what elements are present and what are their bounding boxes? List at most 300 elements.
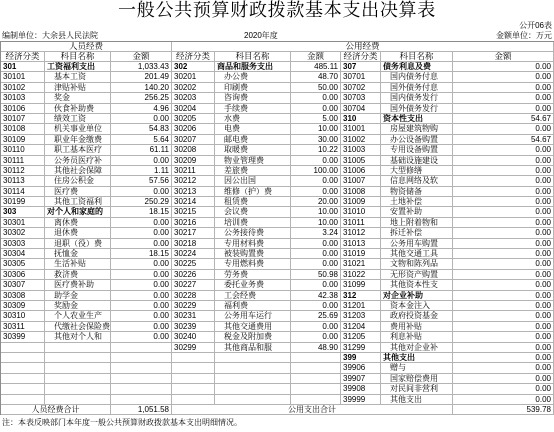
personnel-name-cell [45,384,111,394]
goods-services-code-cell: 30211 [172,166,215,176]
goods-services-name-cell: 工会经费 [215,291,291,301]
goods-services-amount-cell: 30.00 [291,135,341,145]
goods-services-code-cell: 30229 [172,301,215,311]
goods-services-amount-cell: 485.11 [291,62,341,72]
capital-other-amount-cell: 0.00 [453,218,554,228]
personnel-name-cell: 退休费 [45,228,111,238]
personnel-code-cell: 30199 [1,197,45,207]
capital-other-code-cell: 31002 [341,135,381,145]
personnel-name-cell: 其他对个人和 [45,332,111,342]
personnel-amount-cell: 4.96 [111,104,172,114]
capital-other-name-cell: 国内债务付息 [381,72,453,82]
goods-services-code-cell [172,395,215,405]
personnel-name-cell: 医疗费补助 [45,280,111,290]
personnel-name-cell: 工资福利支出 [45,62,111,72]
personnel-amount-cell: 0.00 [111,280,172,290]
personnel-code-cell: 30106 [1,104,45,114]
goods-services-name-cell: 电费 [215,124,291,134]
capital-other-code-cell: 31009 [341,197,381,207]
goods-services-name-cell: 委托业务费 [215,280,291,290]
personnel-amount-cell: 0.00 [111,259,172,269]
column-header-amount: 金额 [111,52,172,62]
goods-services-name-cell: 取暖费 [215,145,291,155]
goods-services-amount-cell [291,353,341,363]
personnel-amount-cell: 0.00 [111,239,172,249]
goods-services-name-cell: 公务接待费 [215,228,291,238]
goods-services-amount-cell: 0.00 [291,239,341,249]
personnel-name-cell: 代缴社会保险费 [45,322,111,332]
personnel-amount-cell: 0.00 [111,311,172,321]
goods-services-name-cell [215,374,291,384]
goods-services-code-cell: 30226 [172,270,215,280]
capital-other-name-cell: 其他资本性支 [381,280,453,290]
goods-services-name-cell: 公务用车运行 [215,311,291,321]
personnel-amount-cell: 0.00 [111,322,172,332]
personnel-expense-header: 人员经费 [1,42,172,52]
goods-services-amount-cell: 0.00 [291,156,341,166]
capital-other-code-cell: 310 [341,114,381,124]
capital-other-amount-cell: 0.00 [453,104,554,114]
personnel-amount-cell: 0.00 [111,332,172,342]
capital-other-code-cell: 30703 [341,93,381,103]
personnel-code-cell: 30107 [1,114,45,124]
personnel-name-cell [45,343,111,353]
goods-services-code-cell [172,353,215,363]
goods-services-amount-cell: 10.00 [291,218,341,228]
goods-services-name-cell: 其他交通费用 [215,322,291,332]
capital-other-amount-cell: 0.00 [453,311,554,321]
goods-services-amount-cell: 10.22 [291,145,341,155]
goods-services-amount-cell: 0.00 [291,332,341,342]
goods-services-name-cell [215,395,291,405]
personnel-code-cell: 30110 [1,145,45,155]
personnel-code-cell: 30101 [1,72,45,82]
goods-services-name-cell: 税金及附加费 [215,332,291,342]
personnel-name-cell: 奖金 [45,93,111,103]
personnel-code-cell [1,374,45,384]
goods-services-amount-cell: 0.00 [291,322,341,332]
column-header-amount: 金额 [453,52,554,62]
personnel-amount-cell: 0.00 [111,291,172,301]
personnel-amount-cell [111,384,172,394]
capital-other-amount-cell: 0.00 [453,395,554,405]
capital-other-amount-cell: 0.00 [453,228,554,238]
personnel-name-cell: 职工基本医疗 [45,145,111,155]
goods-services-amount-cell: 3.24 [291,228,341,238]
capital-other-name-cell: 对民间非营利 [381,384,453,394]
goods-services-code-cell: 30206 [172,124,215,134]
personnel-code-cell [1,384,45,394]
capital-other-name-cell: 利息补贴 [381,332,453,342]
goods-services-code-cell: 30228 [172,291,215,301]
personnel-amount-cell: 0.00 [111,114,172,124]
capital-other-code-cell: 39908 [341,384,381,394]
capital-other-code-cell: 31012 [341,228,381,238]
goods-services-code-cell [172,384,215,394]
goods-services-amount-cell: 0.00 [291,104,341,114]
column-header-code: 经济分类 [172,52,215,62]
capital-other-name-cell: 文物和陈列品 [381,259,453,269]
capital-other-name-cell: 办公设备购置 [381,135,453,145]
personnel-amount-cell: 18.15 [111,207,172,217]
personnel-code-cell: 30304 [1,249,45,259]
capital-other-name-cell: 资本性支出 [381,114,453,124]
capital-other-code-cell: 399 [341,353,381,363]
personnel-amount-cell: 18.15 [111,249,172,259]
personnel-name-cell [45,395,111,405]
personnel-name-cell: 个人农业生产 [45,311,111,321]
personnel-name-cell: 住房公积金 [45,176,111,186]
capital-other-amount-cell: 0.00 [453,249,554,259]
capital-other-amount-cell: 0.00 [453,83,554,93]
personnel-code-cell: 30112 [1,166,45,176]
goods-services-amount-cell: 0.00 [291,176,341,186]
personnel-code-cell: 30306 [1,270,45,280]
personnel-amount-cell: 140.20 [111,83,172,93]
goods-services-name-cell: 办公费 [215,72,291,82]
goods-services-amount-cell: 25.69 [291,311,341,321]
capital-other-code-cell: 31011 [341,218,381,228]
capital-other-code-cell: 31022 [341,270,381,280]
personnel-code-cell: 30307 [1,280,45,290]
capital-other-amount-cell: 0.00 [453,374,554,384]
personnel-name-cell [45,363,111,373]
goods-services-code-cell: 30216 [172,218,215,228]
personnel-name-cell: 职业年金缴费 [45,135,111,145]
capital-other-code-cell: 31019 [341,249,381,259]
capital-other-name-cell: 物资储备 [381,187,453,197]
capital-other-code-cell: 31021 [341,259,381,269]
goods-services-name-cell: 劳务费 [215,270,291,280]
column-header-name: 科目名称 [215,52,291,62]
personnel-code-cell: 30111 [1,156,45,166]
capital-other-amount-cell: 0.00 [453,187,554,197]
goods-services-amount-cell: 0.00 [291,249,341,259]
goods-services-amount-cell: 0.00 [291,187,341,197]
goods-services-name-cell: 被装购置费 [215,249,291,259]
public-total-amount: 539.78 [453,405,554,415]
personnel-name-cell: 其他社会保障 [45,166,111,176]
goods-services-amount-cell: 10.00 [291,207,341,217]
capital-other-amount-cell: 0.00 [453,270,554,280]
goods-services-name-cell: 福利费 [215,301,291,311]
public-total-label: 公用支出合计 [172,405,453,415]
capital-other-amount-cell: 0.00 [453,124,554,134]
personnel-amount-cell: 54.83 [111,124,172,134]
personnel-amount-cell: 5.64 [111,135,172,145]
goods-services-name-cell: 商品和服务支出 [215,62,291,72]
personnel-code-cell: 30102 [1,83,45,93]
goods-services-amount-cell: 48.90 [291,343,341,353]
personnel-name-cell: 奖励金 [45,301,111,311]
capital-other-amount-cell: 0.00 [453,343,554,353]
capital-other-name-cell: 安置补助 [381,207,453,217]
fiscal-year: 2020年度 [244,31,278,40]
capital-other-amount-cell: 0.00 [453,280,554,290]
goods-services-amount-cell: 0.00 [291,93,341,103]
capital-other-amount-cell: 54.67 [453,135,554,145]
goods-services-name-cell: 租赁费 [215,197,291,207]
goods-services-code-cell: 30231 [172,311,215,321]
capital-other-name-cell: 国内债务发行 [381,93,453,103]
personnel-code-cell [1,343,45,353]
capital-other-amount-cell: 0.00 [453,259,554,269]
personnel-code-cell: 30309 [1,301,45,311]
goods-services-code-cell: 30217 [172,228,215,238]
personnel-name-cell: 基本工资 [45,72,111,82]
capital-other-code-cell: 31010 [341,207,381,217]
goods-services-name-cell [215,363,291,373]
goods-services-code-cell: 30215 [172,207,215,217]
goods-services-name-cell: 差旅费 [215,166,291,176]
capital-other-amount-cell: 54.67 [453,114,554,124]
report-title: 一般公共预算财政拨款基本支出决算表 [118,0,436,21]
capital-other-name-cell: 无形资产购置 [381,270,453,280]
personnel-total-amount: 1,051.58 [111,405,172,415]
capital-other-code-cell: 31299 [341,343,381,353]
capital-other-name-cell: 国家赔偿费用 [381,374,453,384]
personnel-code-cell [1,353,45,363]
goods-services-amount-cell: 0.00 [291,259,341,269]
goods-services-amount-cell: 100.00 [291,166,341,176]
personnel-name-cell [45,353,111,363]
capital-other-amount-cell: 0.00 [453,93,554,103]
personnel-amount-cell: 61.11 [111,145,172,155]
capital-other-code-cell: 39906 [341,363,381,373]
goods-services-name-cell: 专用燃料费 [215,259,291,269]
personnel-code-cell [1,363,45,373]
goods-services-name-cell: 印刷费 [215,83,291,93]
capital-other-name-cell: 国外债务付息 [381,83,453,93]
goods-services-code-cell [172,374,215,384]
capital-other-code-cell: 31205 [341,332,381,342]
personnel-code-cell: 303 [1,207,45,217]
personnel-amount-cell: 1,033.43 [111,62,172,72]
goods-services-code-cell: 30207 [172,135,215,145]
amount-unit: 金额单位：万元 [496,31,552,40]
personnel-amount-cell [111,363,172,373]
capital-other-amount-cell: 0.00 [453,156,554,166]
capital-other-code-cell: 30704 [341,104,381,114]
report-info-bar [0,30,554,41]
capital-other-name-cell: 赠与 [381,363,453,373]
personnel-code-cell: 30303 [1,239,45,249]
goods-services-code-cell: 30214 [172,197,215,207]
goods-services-amount-cell [291,384,341,394]
capital-other-name-cell: 拆迁补偿 [381,228,453,238]
capital-other-name-cell: 地上附着物和 [381,218,453,228]
personnel-amount-cell: 1.11 [111,166,172,176]
capital-other-code-cell: 31204 [341,322,381,332]
capital-other-code-cell: 31003 [341,145,381,155]
capital-other-name-cell: 债务利息及费 [381,62,453,72]
personnel-amount-cell: 256.25 [111,93,172,103]
capital-other-name-cell: 其他交通工具 [381,249,453,259]
personnel-code-cell: 30109 [1,135,45,145]
capital-other-amount-cell: 0.00 [453,332,554,342]
capital-other-code-cell: 31008 [341,187,381,197]
goods-services-amount-cell: 50.00 [291,83,341,93]
personnel-amount-cell: 250.29 [111,197,172,207]
goods-services-code-cell: 30202 [172,83,215,93]
personnel-code-cell: 30311 [1,322,45,332]
personnel-amount-cell: 0.00 [111,301,172,311]
capital-other-amount-cell: 0.00 [453,207,554,217]
personnel-name-cell: 公务员医疗补 [45,156,111,166]
capital-other-amount-cell: 0.00 [453,363,554,373]
personnel-amount-cell: 0.00 [111,218,172,228]
personnel-code-cell [1,395,45,405]
capital-other-code-cell: 307 [341,62,381,72]
capital-other-amount-cell: 0.00 [453,72,554,82]
capital-other-amount-cell: 0.00 [453,62,554,72]
goods-services-amount-cell [291,395,341,405]
capital-other-code-cell: 31007 [341,176,381,186]
capital-other-amount-cell: 0.00 [453,301,554,311]
personnel-code-cell: 30305 [1,259,45,269]
personnel-name-cell [45,374,111,384]
column-header-code: 经济分类 [1,52,45,62]
personnel-amount-cell: 201.49 [111,72,172,82]
capital-other-code-cell: 31013 [341,239,381,249]
personnel-name-cell: 抚恤金 [45,249,111,259]
personnel-code-cell: 30114 [1,187,45,197]
column-header-name: 科目名称 [45,52,111,62]
goods-services-code-cell: 30224 [172,249,215,259]
goods-services-code-cell: 30218 [172,239,215,249]
personnel-amount-cell: 57.56 [111,176,172,186]
capital-other-amount-cell: 0.00 [453,291,554,301]
goods-services-amount-cell: 42.38 [291,291,341,301]
goods-services-name-cell: 邮电费 [215,135,291,145]
footnote: 注：本表反映部门本年度一般公共预算财政拨款基本支出明细情况。 [2,418,242,427]
capital-other-code-cell: 31203 [341,311,381,321]
goods-services-code-cell: 302 [172,62,215,72]
capital-other-amount-cell: 0.00 [453,353,554,363]
goods-services-name-cell: 因公出国 [215,176,291,186]
personnel-code-cell: 301 [1,62,45,72]
goods-services-code-cell: 30205 [172,114,215,124]
goods-services-amount-cell: 10.00 [291,124,341,134]
goods-services-name-cell: 专用材料费 [215,239,291,249]
goods-services-amount-cell: 48.70 [291,72,341,82]
column-header-code: 经济分类 [341,52,381,62]
goods-services-name-cell: 水费 [215,114,291,124]
capital-other-amount-cell: 0.00 [453,176,554,186]
goods-services-amount-cell [291,363,341,373]
goods-services-name-cell: 物业管理费 [215,156,291,166]
column-header-amount: 金额 [291,52,341,62]
personnel-name-cell: 其他工资福利 [45,197,111,207]
personnel-code-cell: 30310 [1,311,45,321]
personnel-code-cell: 30103 [1,93,45,103]
goods-services-amount-cell: 50.98 [291,270,341,280]
goods-services-amount-cell: 5.00 [291,114,341,124]
capital-other-amount-cell: 0.00 [453,384,554,394]
capital-other-code-cell: 39999 [341,395,381,405]
goods-services-name-cell: 会议费 [215,207,291,217]
capital-other-code-cell: 31001 [341,124,381,134]
goods-services-name-cell: 咨询费 [215,93,291,103]
capital-other-name-cell: 国外债务发行 [381,104,453,114]
capital-other-name-cell: 信息网络及软 [381,176,453,186]
goods-services-name-cell: 培训费 [215,218,291,228]
personnel-name-cell: 助学金 [45,291,111,301]
personnel-code-cell: 30399 [1,332,45,342]
personnel-amount-cell: 0.00 [111,228,172,238]
form-number: 公开06表 [519,21,552,30]
goods-services-code-cell: 30208 [172,145,215,155]
goods-services-code-cell: 30240 [172,332,215,342]
goods-services-code-cell: 30239 [172,322,215,332]
goods-services-amount-cell: 0.00 [291,280,341,290]
capital-other-code-cell: 30702 [341,83,381,93]
capital-other-name-cell: 公务用车购置 [381,239,453,249]
capital-other-code-cell: 39907 [341,374,381,384]
personnel-amount-cell: 0.00 [111,187,172,197]
capital-other-amount-cell: 0.00 [453,322,554,332]
capital-other-name-cell: 基础设施建设 [381,156,453,166]
capital-other-code-cell: 31201 [341,301,381,311]
expenditure-table [0,41,554,415]
goods-services-code-cell [172,363,215,373]
capital-other-amount-cell: 0.00 [453,197,554,207]
goods-services-name-cell [215,353,291,363]
column-header-name: 科目名称 [381,52,453,62]
capital-other-code-cell: 30701 [341,72,381,82]
capital-other-amount-cell: 0.00 [453,239,554,249]
personnel-amount-cell: 0.00 [111,270,172,280]
capital-other-code-cell: 312 [341,291,381,301]
capital-other-name-cell: 土地补偿 [381,197,453,207]
personnel-amount-cell [111,353,172,363]
goods-services-code-cell: 30201 [172,72,215,82]
goods-services-amount-cell: 20.00 [291,197,341,207]
personnel-amount-cell [111,395,172,405]
personnel-amount-cell [111,374,172,384]
personnel-amount-cell: 0.00 [111,156,172,166]
goods-services-code-cell: 30212 [172,176,215,186]
capital-other-code-cell: 31005 [341,156,381,166]
goods-services-amount-cell: 0.00 [291,301,341,311]
personnel-name-cell: 医疗费 [45,187,111,197]
capital-other-name-cell: 专用设备购置 [381,145,453,155]
personnel-code-cell: 30113 [1,176,45,186]
personnel-name-cell: 机关事业单位 [45,124,111,134]
capital-other-name-cell: 政府投资基金 [381,311,453,321]
goods-services-code-cell: 30227 [172,280,215,290]
goods-services-name-cell: 维修（护）费 [215,187,291,197]
goods-services-code-cell: 30213 [172,187,215,197]
goods-services-amount-cell [291,374,341,384]
capital-other-amount-cell: 0.00 [453,145,554,155]
personnel-name-cell: 救济费 [45,270,111,280]
goods-services-code-cell: 30225 [172,259,215,269]
personnel-name-cell: 伙食补助费 [45,104,111,114]
capital-other-code-cell: 31006 [341,166,381,176]
personnel-name-cell: 退职（役）费 [45,239,111,249]
personnel-code-cell: 30108 [1,124,45,134]
preparing-unit: 编制单位：大余县人民法院 [2,31,98,40]
capital-other-name-cell: 房屋建筑物购 [381,124,453,134]
public-expense-header: 公用经费 [172,42,554,52]
capital-other-name-cell: 大型修缮 [381,166,453,176]
personnel-name-cell: 绩效工资 [45,114,111,124]
goods-services-name-cell: 手续费 [215,104,291,114]
personnel-name-cell: 津贴补贴 [45,83,111,93]
capital-other-name-cell: 其他对企业补 [381,343,453,353]
personnel-code-cell: 30301 [1,218,45,228]
